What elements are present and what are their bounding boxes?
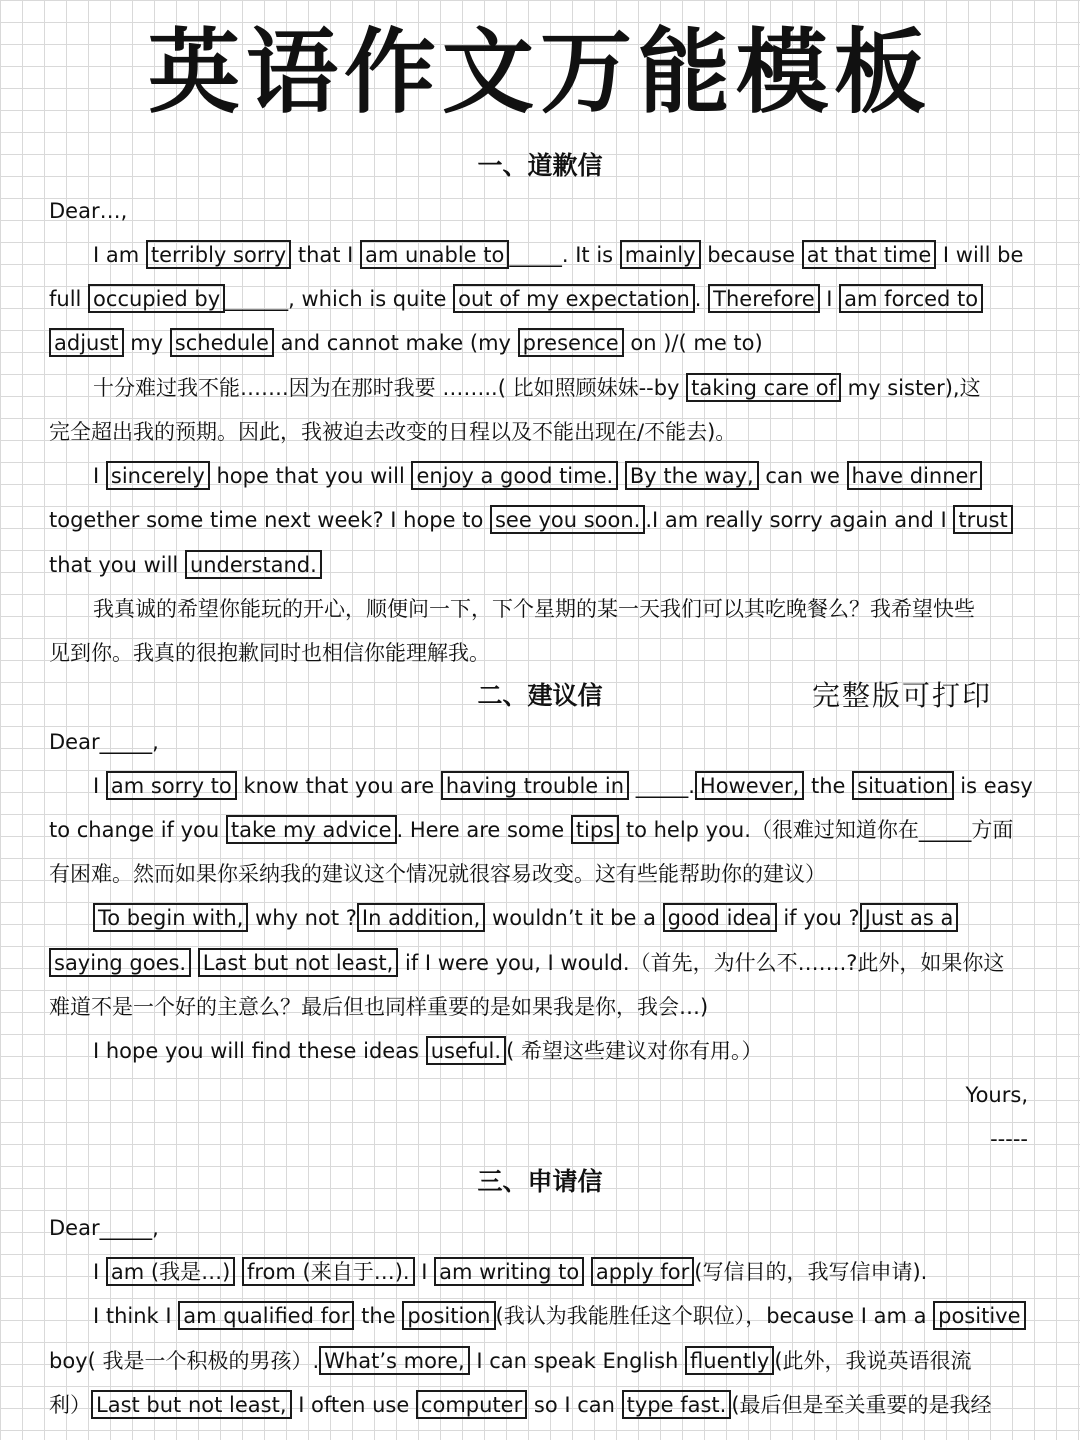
text: together some time next week? I hope to [49,508,490,532]
text: my [123,331,170,355]
text: I [819,287,840,311]
key-phrase: position [402,1301,495,1330]
text: that you will [49,553,185,577]
key-phrase: type fast. [622,1390,732,1419]
text-line [49,502,1034,538]
salutation: Dear…, [49,199,128,223]
text: hope that you will [209,464,412,488]
text: I can speak English [469,1349,686,1373]
text: (此外，我说英语很流 [774,1349,972,1373]
text [584,1260,591,1284]
key-phrase: Last but not least, [91,1390,292,1419]
text-line [49,547,1034,583]
text: if you ? [776,906,860,930]
text: wouldn’t it be a [485,906,663,930]
text-line: 我真诚的希望你能玩的开心，顺便问一下，下个星期的某一天我们可以其吃晚餐么？我希望快些 [93,597,975,621]
key-phrase: fluently [685,1346,774,1375]
key-phrase: terribly sorry [146,240,291,269]
text: I [93,1260,106,1284]
text: to change if you [49,818,226,842]
key-phrase: am writing to [434,1257,584,1286]
text-line [93,900,1033,936]
key-phrase: take my advice [226,815,397,844]
text: (我认为我能胜任这个职位），because I am a [495,1304,934,1328]
key-phrase: adjust [49,328,124,357]
text: because [700,243,802,267]
key-phrase: Therefore [708,284,819,313]
text [235,1260,242,1284]
text: I [93,774,106,798]
key-phrase: positive [933,1301,1025,1330]
text: can we [758,464,847,488]
text: I hope you will find these ideas [93,1039,426,1063]
text: 利） [49,1393,91,1417]
signature-line: ----- [990,1127,1028,1151]
key-phrase: tips [571,815,619,844]
text-line: 难道不是一个好的主意么？最后但也同样重要的是如果我是你，我会…) [49,995,709,1019]
section-heading-application: 三、申请信 [477,1167,603,1196]
text: the [354,1304,403,1328]
key-phrase: schedule [170,328,274,357]
key-phrase: am qualified for [178,1301,354,1330]
text: is easy [953,774,1033,798]
text: (最后但是至关重要的是我经 [731,1393,992,1417]
text: _____. [629,774,695,798]
key-phrase: However, [695,771,804,800]
text: so I can [527,1393,622,1417]
key-phrase: am sorry to [106,771,237,800]
text: I often use [291,1393,416,1417]
key-phrase: situation [852,771,953,800]
text-line: 完全超出我的预期。因此，我被迫去改变的日程以及不能出现在/不能去)。 [49,420,737,444]
closing: Yours, [965,1083,1028,1107]
text: _____. It is [509,243,620,267]
printable-note: 完整版可打印 [812,679,993,712]
text: ( 希望这些建议对你有用。） [506,1039,763,1063]
text-line: 见到你。我真的很抱歉同时也相信你能理解我。 [49,641,490,665]
key-phrase: saying goes. [49,948,191,977]
text: I am [93,243,146,267]
text: why not ? [248,906,357,930]
text-line: 有困难。然而如果你采纳我的建议这个情况就很容易改变。这有些能帮助你的建议） [49,862,826,886]
text-line [49,812,1034,848]
key-phrase: In addition, [357,903,485,932]
section-heading-advice: 二、建议信 [477,681,603,710]
text [618,464,625,488]
key-phrase: see you soon. [490,505,645,534]
key-phrase: have dinner [847,461,983,490]
text: .I am really sorry again and I [645,508,954,532]
key-phrase: useful. [426,1036,506,1065]
key-phrase: apply for [591,1257,694,1286]
text: to help you.（很难过知道你在_____方面 [619,818,1014,842]
key-phrase: am (我是…) [106,1257,235,1286]
key-phrase: trust [953,505,1012,534]
text-line [49,945,1034,981]
key-phrase: mainly [620,240,701,269]
text: on )/( me to) [623,331,763,355]
key-phrase: presence [518,328,624,357]
text: know that you are [236,774,441,798]
key-phrase: am unable to [360,240,509,269]
key-phrase: Just as a [860,903,959,932]
text: I will be [936,243,1024,267]
text-line [49,1387,1034,1423]
text: boy( 我是一个积极的男孩）. [49,1349,320,1373]
text-line [93,1298,1033,1334]
key-phrase: taking care of [686,373,841,402]
key-phrase: occupied by [88,284,225,313]
salutation: Dear_____, [49,1216,159,1240]
key-phrase: computer [416,1390,527,1419]
key-phrase: understand. [185,550,322,579]
text: full [49,287,89,311]
text-line [93,1254,1033,1290]
text: if I were you, I would.（首先，为什么不…….?此外，如果你这 [398,951,1005,975]
text-line [93,768,1033,804]
text: I think I [93,1304,179,1328]
text-line [49,281,1034,317]
text-line [49,1343,1034,1379]
key-phrase: from (来自于…). [242,1257,415,1286]
text: . Here are some [396,818,571,842]
text: ______, which is quite [225,287,454,311]
text: I [93,464,106,488]
key-phrase: enjoy a good time. [411,461,618,490]
key-phrase: good idea [663,903,777,932]
text-line [93,458,1033,494]
key-phrase: out of my expectation [453,284,695,313]
text: and cannot make (my [273,331,518,355]
salutation: Dear_____, [49,730,159,754]
key-phrase: What’s more, [319,1346,470,1375]
text-line [93,1033,1033,1069]
text: 十分难过我不能…….因为在那时我要 ……..( 比如照顾妹妹--by [93,376,687,400]
key-phrase: sincerely [106,461,210,490]
text: . [694,287,709,311]
key-phrase: Last but not least, [198,948,399,977]
text: my sister),这 [841,376,981,400]
text-line [49,325,1034,361]
key-phrase: am forced to [839,284,983,313]
text: (写信目的，我写信申请). [694,1260,928,1284]
key-phrase: To begin with, [93,903,248,932]
section-heading-apology: 一、道歉信 [477,151,603,180]
text: the [804,774,853,798]
key-phrase: having trouble in [441,771,629,800]
key-phrase: at that time [802,240,937,269]
page-title: 英语作文万能模板 [147,19,932,126]
text: I [414,1260,435,1284]
key-phrase: By the way, [625,461,759,490]
text-line [93,370,1033,406]
text: that I [291,243,361,267]
text-line [93,237,1033,273]
text [191,951,198,975]
